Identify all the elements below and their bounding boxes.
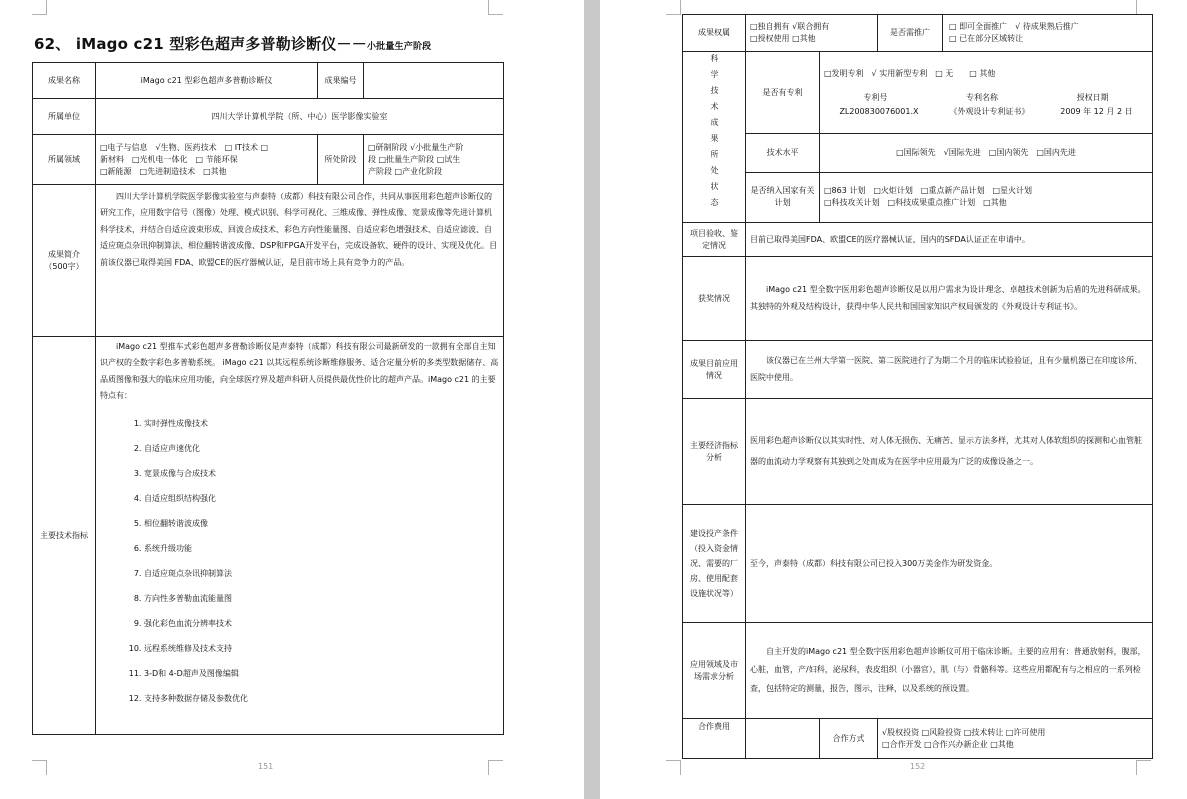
- crop-mark: [488, 0, 503, 15]
- promote-line: □ 即可全面推广 √ 待成果熟后推广: [949, 22, 1079, 31]
- plan-line: □科技攻关计划 □科技成果重点推广计划 □其他: [824, 198, 1007, 208]
- feature-item: 9. 强化彩色血流分辨率技术: [144, 611, 499, 636]
- page-number: 152: [910, 762, 926, 771]
- patent-type-line: □发明专利 √ 实用新型专利 □ 无 □ 其他: [824, 68, 996, 78]
- plan-options: [820, 172, 1153, 222]
- feature-item: 8. 方向性多普勒血流能量图: [144, 586, 499, 611]
- econ-label: 主要经济指标分析: [683, 399, 746, 505]
- coop-options: [878, 719, 1153, 759]
- document-page-152: [600, 0, 1187, 799]
- tech-level-options: □国际领先 √国际先进 □国内领先 □国内先进: [820, 134, 1153, 172]
- coop-line: □合作开发 □合作兴办新企业 □其他: [882, 739, 1014, 749]
- title-main: 62、 iMago c21 型彩色超声多普勒诊断仪－－: [34, 35, 367, 53]
- market-label: 应用领域及市场需求分析: [683, 623, 746, 719]
- plan-label: 是否纳入国家有关计划: [746, 172, 820, 222]
- tech-status-label: [683, 52, 746, 223]
- award-label: 获奖情况: [683, 257, 746, 341]
- acceptance-label: 项目验收、鉴定情况: [683, 223, 746, 257]
- feature-item: 5. 相位翻转谐波成像: [144, 511, 499, 536]
- ownership-options: [746, 15, 878, 52]
- field-options-line: 新材料 □光机电一体化 □ 节能环保: [100, 154, 238, 164]
- patent-no: ZL200830076001.X: [839, 106, 919, 116]
- document-title: [34, 33, 431, 54]
- feature-item: 12. 支持多种数据存储及参数优化: [144, 686, 499, 711]
- field-options: [96, 135, 318, 185]
- promote-label: 是否需推广: [878, 15, 943, 51]
- feature-item: 10. 远程系统维修及技术支持: [144, 636, 499, 661]
- achievement-name: iMago c21 型彩色超声多普勒诊断仪: [96, 63, 318, 99]
- plan-line: □863 计划 □火炬计划 □重点新产品计划 □星火计划: [824, 186, 1033, 196]
- stage-options-line: 产阶段 □产业化阶段: [368, 166, 443, 176]
- tech-level-label: 技术水平: [746, 134, 820, 172]
- achievement-no: [364, 63, 504, 99]
- field-options-line: □电子与信息 √生物、医药技术 □ IT技术 □: [100, 142, 269, 152]
- stage-options: [364, 135, 504, 185]
- patent-name: 《外观设计专利证书》: [949, 106, 1030, 116]
- feature-item: 7. 自适应斑点杂讯抑制算法: [144, 561, 499, 586]
- coop-line: √股权投资 □风险投资 □技术转让 □许可使用: [882, 727, 1046, 737]
- page-number: 151: [258, 762, 274, 771]
- feature-item: 6. 系统升级功能: [144, 536, 499, 561]
- tech-label: 主要技术指标: [33, 337, 96, 735]
- feature-item: 11. 3-D和 4-D超声及图像编辑: [144, 661, 499, 686]
- fee-label: 合作费用: [683, 719, 746, 759]
- unit-label: 所属单位: [33, 99, 96, 135]
- crop-mark: [666, 0, 681, 15]
- feature-list: [100, 411, 499, 711]
- achievement-name-label: 成果名称: [33, 63, 96, 99]
- patent-info: [820, 52, 1153, 134]
- stage-options-line: □研制阶段 √小批量生产阶: [368, 142, 464, 152]
- feature-item: 4. 自适应组织结构强化: [144, 486, 499, 511]
- application-text: 该仪器已在兰州大学第一医院、第二医院进行了为期二个月的临床试验验证，且有少量机器已在印度诊所、医院中使用。: [750, 356, 1142, 382]
- ownership-label: 成果权属: [683, 15, 746, 52]
- market-text: 自主开发的iMago c21 型全数字医用彩色超声诊断仪可用于临床诊断。主要的应用有：普通放射科，腹部，心脏，血管，产/妇科，泌尿科，表皮组织（小器官），肌（与）骨骼科等。这些应用都配有与之相应的一系列检查，包括特定的测量，报告，图示，注释，以及系统的预设置。: [750, 646, 1146, 693]
- patent-header-date: 授权日期: [1076, 92, 1109, 102]
- promote-line: □ 已在部分区域转让: [949, 34, 1024, 43]
- crop-mark: [488, 760, 503, 775]
- tech-status-label-text: 科学技术成果所处状态: [710, 54, 719, 214]
- feature-item: 3. 宽景成像与合成技术: [144, 461, 499, 486]
- field-label: 所属领域: [33, 135, 96, 185]
- unit-value: 四川大学计算机学院（所、中心）医学影像实验室: [96, 99, 504, 135]
- ownership-line: □独自拥有 √联合拥有: [750, 22, 830, 31]
- document-page-151: [0, 0, 584, 799]
- achievement-no-label: 成果编号: [318, 63, 364, 99]
- patent-label: 是否有专利: [746, 52, 820, 134]
- coop-label: 合作方式: [820, 719, 878, 759]
- intro-label: 成果简介（500字）: [33, 185, 96, 337]
- ownership-line: □授权使用 □其他: [750, 34, 816, 43]
- achievement-table-page2: [682, 14, 1153, 759]
- achievement-table-page1: [32, 62, 504, 735]
- field-options-line: □新能源 □先进制造技术 □其他: [100, 166, 227, 176]
- page-gutter: [584, 0, 600, 799]
- tech-intro-text: iMago c21 型推车式彩色超声多普勒诊断仪是声泰特（成都）科技有限公司最新研发的一款拥有全部自主知识产权的全数字彩色多普勒系统。 iMago c21 以其远程系统诊断维修服务、适合定量分析的多类型数据储存、高品质图像和强大的临床应用功能，向全球医疗界及超声科研人员提供最优性价比的超声产品。iMago c21 的主要特点有：: [100, 342, 499, 401]
- crop-mark: [1136, 760, 1151, 775]
- invest-label: 建设投产条件（投入资金情况、需要的厂房、使用配套设施状况等）: [683, 505, 746, 623]
- fee-value: [746, 719, 820, 759]
- stage-options-line: 段 □批量生产阶段 □试生: [368, 154, 461, 164]
- patent-header-name: 专利名称: [966, 92, 998, 102]
- acceptance-text: 目前已取得美国FDA、欧盟CE的医疗器械认证，国内的SFDA认证正在申请中。: [746, 223, 1153, 257]
- econ-text: 医用彩色超声诊断仪以其实时性、对人体无损伤、无痛苦、显示方法多样，尤其对人体软组织的探测和心血管脏器的血流动力学观察有其独到之处而成为在医学中应用最为广泛的成像设备之一。: [750, 435, 1142, 466]
- stage-label: 所处阶段: [318, 135, 364, 185]
- feature-item: 1. 实时弹性成像技术: [144, 411, 499, 436]
- award-text: iMago c21 型全数字医用彩色超声诊断仪是以用户需求为设计理念、卓越技术创新为后盾的先进科研成果。其独特的外观及结构设计，获得中华人民共和国国家知识产权局颁发的《外观设计专利证书》。: [750, 285, 1146, 311]
- crop-mark: [32, 760, 47, 775]
- crop-mark: [1136, 0, 1151, 15]
- feature-item: 2. 自适应声速优化: [144, 436, 499, 461]
- title-subtitle: 小批量生产阶段: [366, 42, 432, 52]
- invest-text: 至今，声泰特（成都）科技有限公司已投入300万美金作为研发资金。: [746, 505, 1153, 623]
- crop-mark: [32, 0, 47, 15]
- crop-mark: [666, 760, 681, 775]
- intro-text: 四川大学计算机学院医学影像实验室与声泰特（成都）科技有限公司合作，共同从事医用彩色超声诊断仪的研究工作，应用数字信号（图像）处理、模式识别、科学可视化、三维成像、弹性成像、宽景成像等先进计算机科学技术，并结合自适应波束形成、回波合成技术、彩色方向性能量图、自适应彩色增强技术、自适应滤波、自适应斑点杂讯抑制算法、相位翻转谐波成像、DSP和FPGA开发平台，完成设备软、硬件的设计、实现及优化。目前该仪器已取得美国 FDA、欧盟CE的医疗器械认证，是目前市场上具有竞争力的产品。: [100, 192, 498, 267]
- application-label: 成果目前应用情况: [683, 341, 746, 399]
- patent-date: 2009 年 12 月 2 日: [1060, 106, 1133, 116]
- patent-header-no: 专利号: [863, 92, 888, 102]
